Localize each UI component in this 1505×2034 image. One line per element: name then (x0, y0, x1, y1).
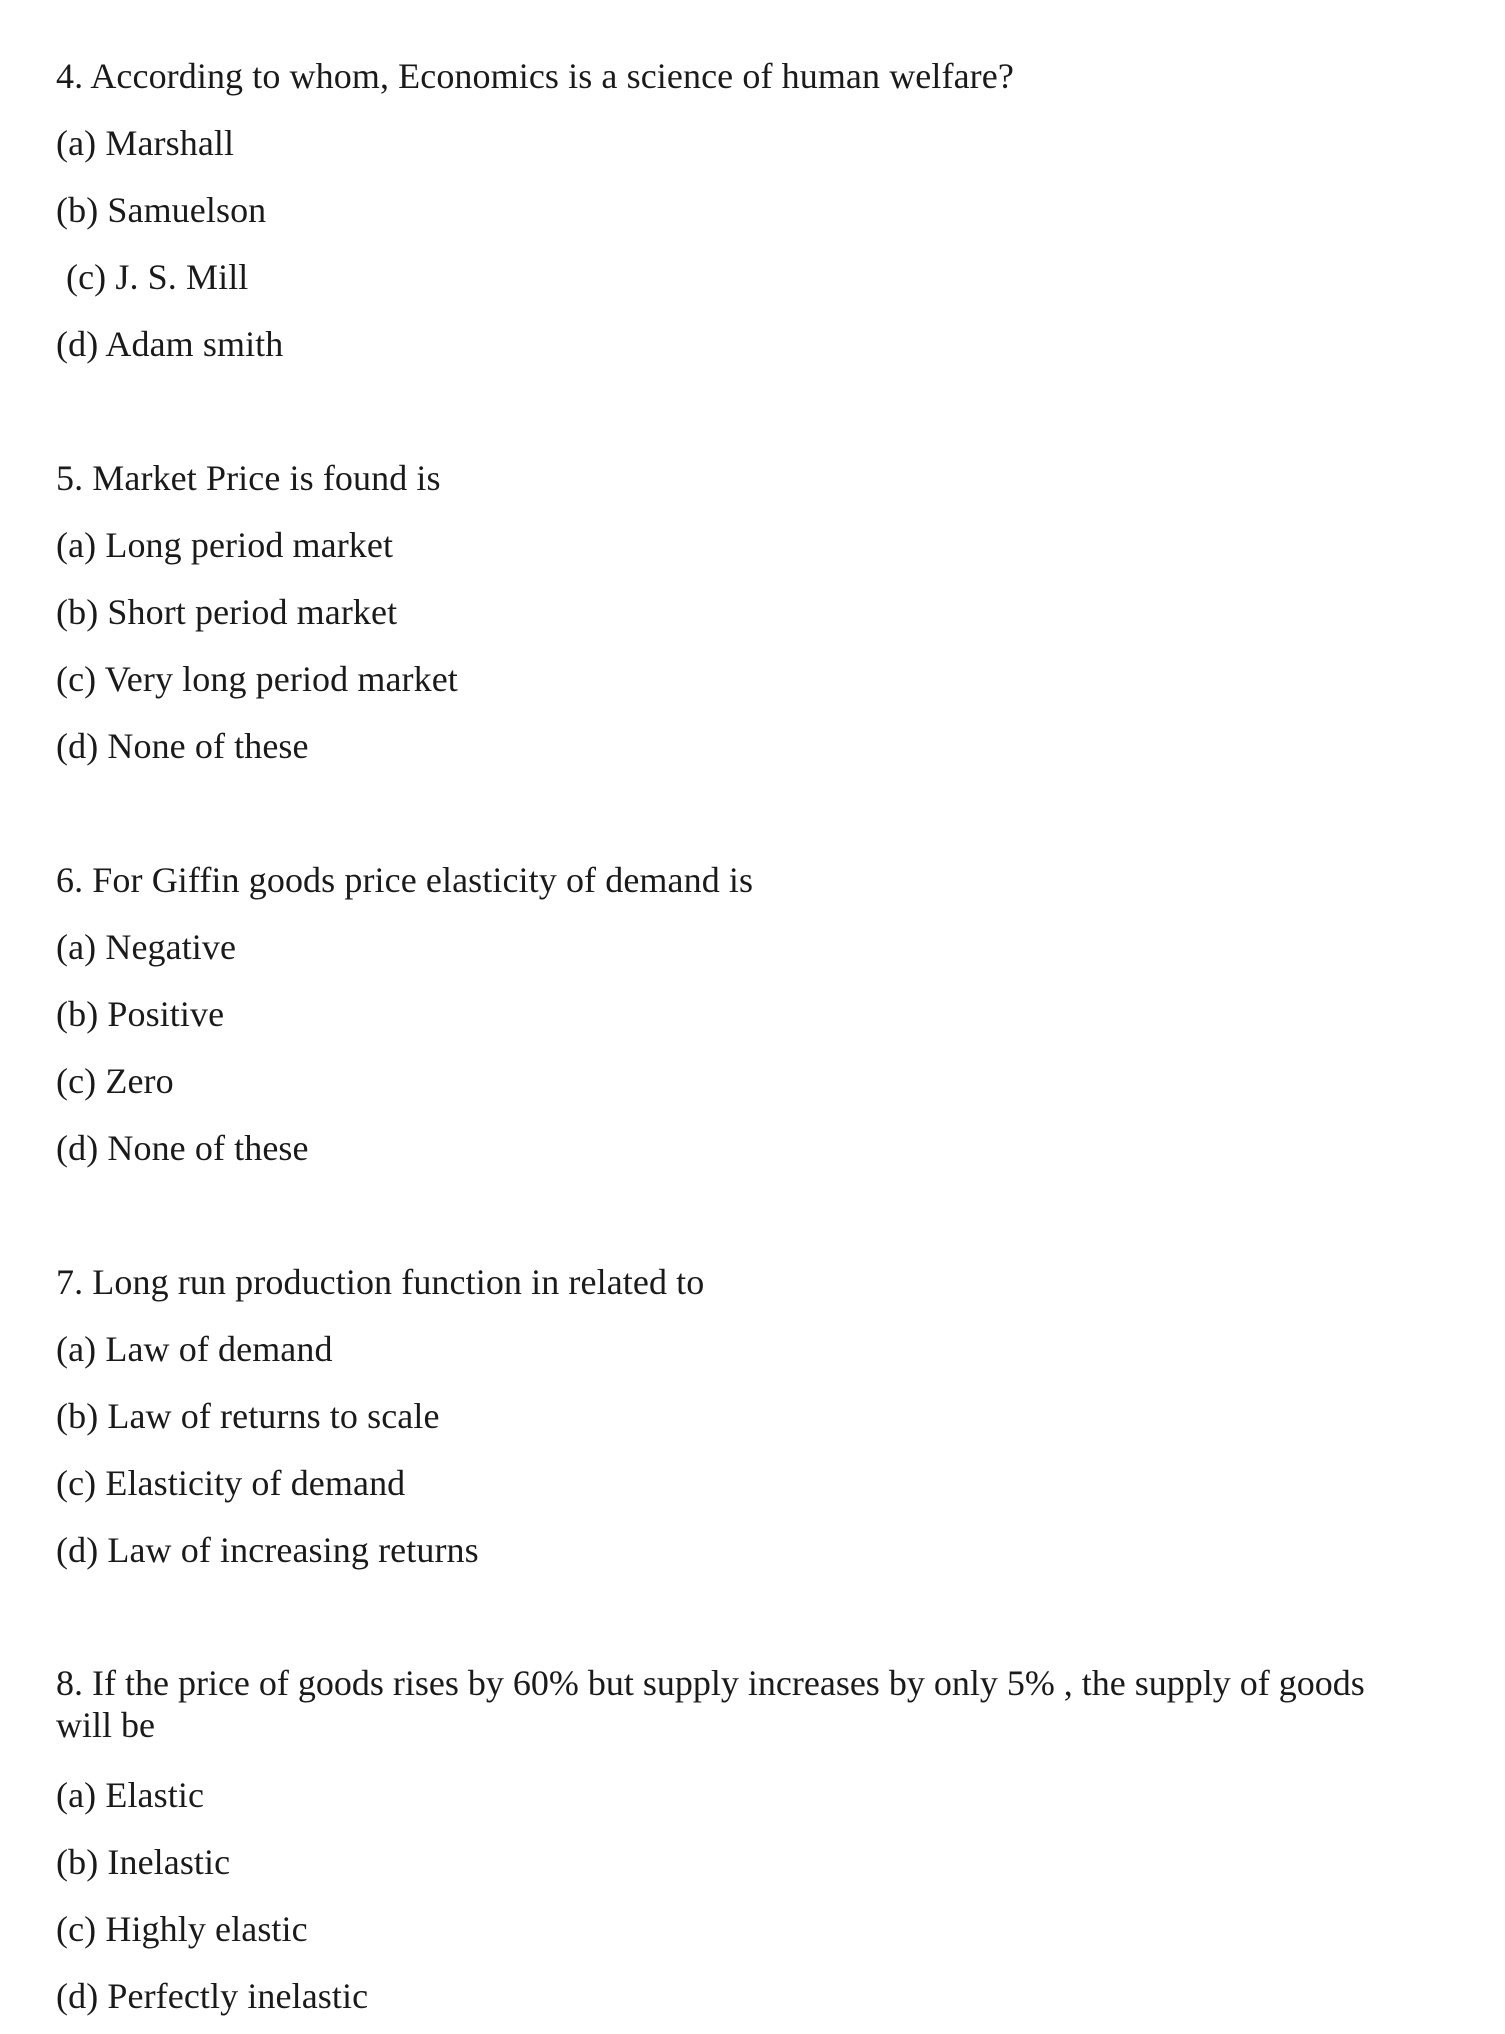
question-6-option-d: (d) None of these (56, 1128, 309, 1168)
question-7-text: 7. Long run production function in related to (56, 1262, 705, 1302)
question-8-option-b: (b) Inelastic (56, 1842, 231, 1882)
question-8-text: 8. If the price of goods rises by 60% but supply increases by only 5% , the supply of goods will be (56, 1663, 1365, 1745)
question-5-option-b: (b) Short period market (56, 592, 398, 632)
question-8-option-c: (c) Highly elastic (56, 1909, 308, 1949)
question-8-option-d: (d) Perfectly inelastic (56, 1976, 369, 2016)
question-6-option-a: (a) Negative (56, 927, 237, 967)
question-4-option-b: (b) Samuelson (56, 190, 267, 230)
question-5-option-c: (c) Very long period market (56, 659, 458, 699)
question-5-option-d: (d) None of these (56, 726, 309, 766)
question-4-text: 4. According to whom, Economics is a science of human welfare? (56, 56, 1014, 96)
question-7-option-c: (c) Elasticity of demand (56, 1463, 406, 1503)
question-7-option-d: (d) Law of increasing returns (56, 1530, 479, 1570)
question-6-option-c: (c) Zero (56, 1061, 174, 1101)
question-5-option-a: (a) Long period market (56, 525, 394, 565)
question-4-option-a: (a) Marshall (56, 123, 235, 163)
question-8-option-a: (a) Elastic (56, 1775, 205, 1815)
question-6-option-b: (b) Positive (56, 994, 225, 1034)
question-4-option-c: (c) J. S. Mill (66, 257, 249, 297)
question-7-option-b: (b) Law of returns to scale (56, 1396, 440, 1436)
question-4-option-d: (d) Adam smith (56, 324, 284, 364)
question-5-text: 5. Market Price is found is (56, 458, 441, 498)
question-6-text: 6. For Giffin goods price elasticity of demand is (56, 860, 754, 900)
question-7-option-a: (a) Law of demand (56, 1329, 333, 1369)
